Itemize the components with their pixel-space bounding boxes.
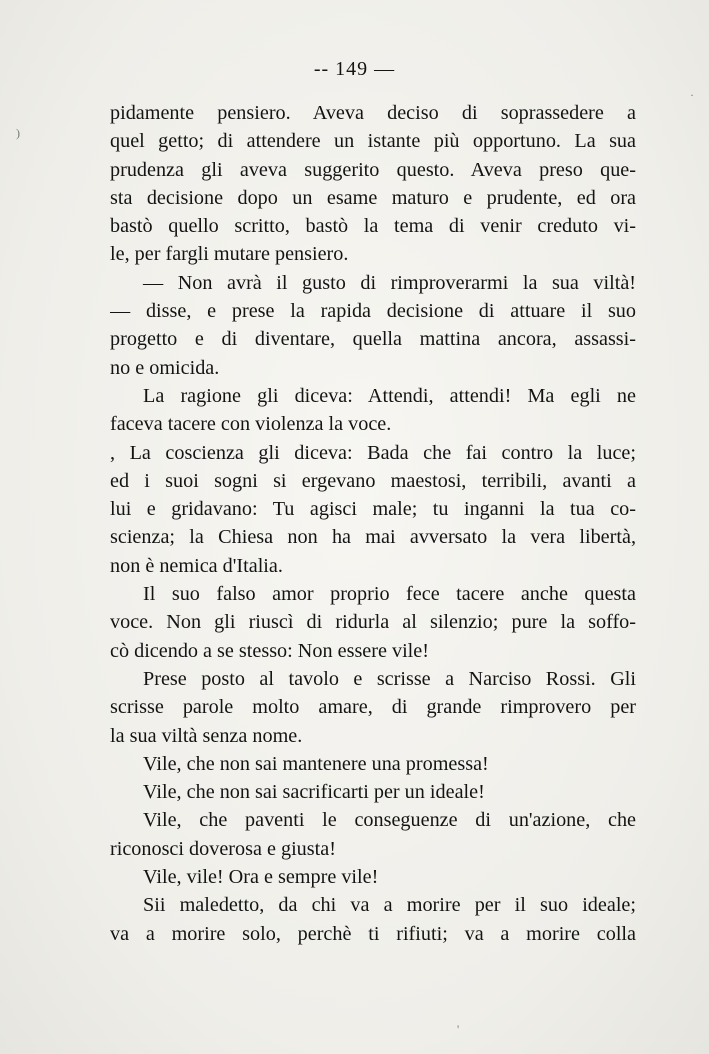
text-line: lui e gridavano: Tu agisci male; tu inganni la tua co- [110,498,636,521]
text-line: prudenza gli aveva suggerito questo. Aveva preso que- [110,158,636,181]
text-line: Vile, che non sai mantenere una promessa! [143,752,489,775]
text-line: la sua viltà senza nome. [110,724,303,747]
text-line: Prese posto al tavolo e scrisse a Narciso Rossi. Gli [143,667,636,690]
page-number: -- 149 — [313,58,396,80]
text-line: , La coscienza gli diceva: Bada che fai contro la luce; [110,441,636,464]
text-line: — disse, e prese la rapida decisione di attuare il suo [110,300,636,323]
bottom-speck: ' [457,1022,460,1036]
text-line: La ragione gli diceva: Attendi, attendi! Ma egli ne [143,384,636,407]
text-line: pidamente pensiero. Aveva deciso di soprassedere a [110,102,636,124]
text-line: Vile, vile! Ora e sempre vile! [143,866,379,889]
text-line: Vile, che paventi le conseguenze di un'azione, che [143,809,636,832]
text-line: le, per fargli mutare pensiero. [110,243,349,266]
margin-speck: ) [16,126,20,140]
text-line: Sii maledetto, da chi va a morire per il suo ideale; [143,894,636,917]
text-line: bastò quello scritto, bastò la tema di venir creduto vi- [110,215,636,238]
text-line: ed i suoi sogni si ergevano maestosi, terribili, avanti a [110,469,636,492]
text-line: riconosci doverosa e giusta! [110,837,336,860]
text-line: Il suo falso amor proprio fece tacere anche questa [143,583,636,606]
text-line: — Non avrà il gusto di rimproverarmi la sua viltà! [143,271,636,294]
text-line: quel getto; di attendere un istante più opportuno. La sua [110,130,636,153]
text-line: sta decisione dopo un esame maturo e prudente, ed ora [110,186,636,209]
text-line: scienza; la Chiesa non ha mai avversato la vera libertà, [110,526,636,549]
text-line: scrisse parole molto amare, di grande rimprovero per [110,696,636,719]
margin-speck: · [690,88,694,102]
text-line: progetto e di diventare, quella mattina ancora, assassi- [110,328,636,351]
text-line: Vile, che non sai sacrificarti per un ideale! [143,781,485,804]
text-line: faceva tacere con violenza la voce. [110,413,392,436]
text-line: no e omicida. [110,356,220,379]
text-line: voce. Non gli riuscì di ridurla al silenzio; pure la soffo- [110,611,636,634]
text-line: cò dicendo a se stesso: Non essere vile! [110,639,429,662]
body-text [110,99,636,948]
text-line: non è nemica d'Italia. [110,554,283,577]
text-line: va a morire solo, perchè ti rifiuti; va a morire colla [110,922,636,945]
